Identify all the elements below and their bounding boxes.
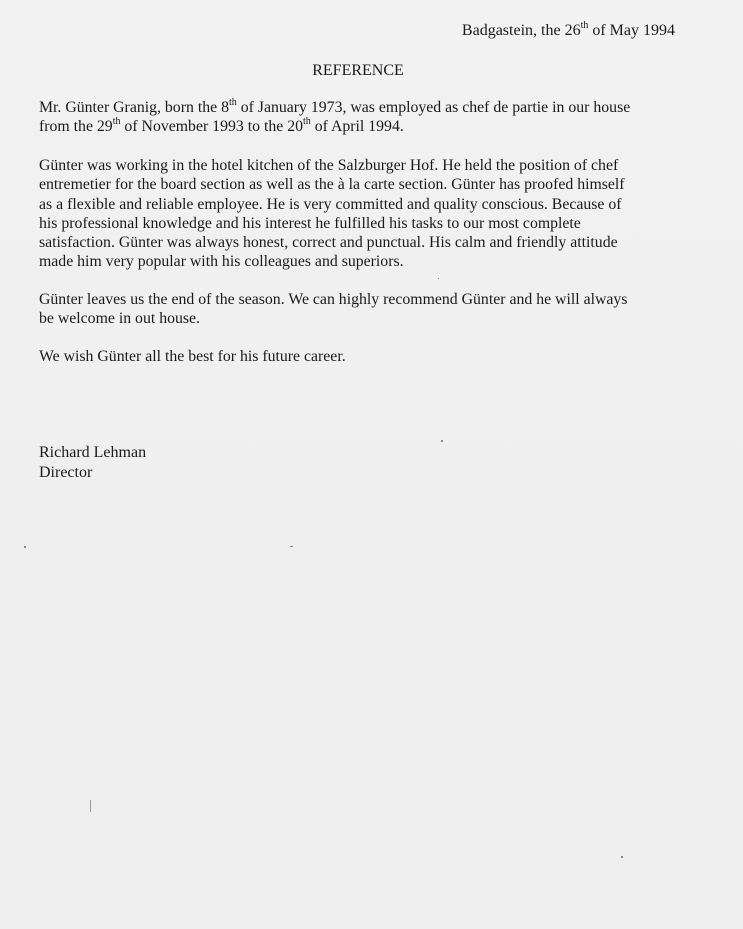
signatory-name: Richard Lehman bbox=[39, 444, 147, 461]
scan-speck bbox=[441, 440, 443, 442]
paragraph-duties bbox=[39, 156, 679, 272]
date-place: Badgastein, the 26 bbox=[461, 22, 581, 39]
paragraph-line: Günter was working in the hotel kitchen of the Salzburger Hof. He held the position of chef bbox=[39, 157, 619, 174]
date-rest: of May 1994 bbox=[588, 22, 675, 39]
paragraph-recommendation bbox=[39, 290, 679, 329]
signature-block bbox=[39, 443, 146, 482]
paragraph-line: be welcome in out house. bbox=[39, 310, 201, 328]
date-line bbox=[462, 21, 675, 41]
scan-speck bbox=[438, 278, 439, 279]
text-segment: Mr. Günter Granig, born the 8 bbox=[39, 99, 229, 116]
scan-speck bbox=[290, 546, 293, 547]
scan-speck bbox=[24, 546, 26, 548]
paragraph-line bbox=[39, 117, 679, 136]
paragraph-employment bbox=[39, 98, 679, 137]
paragraph-line: made him very popular with his colleagues and superiors. bbox=[39, 253, 404, 271]
text-segment: of November 1993 to the 20 bbox=[120, 118, 303, 136]
paragraph-line: his professional knowledge and his interest he fulfilled his tasks to our most complete bbox=[39, 214, 581, 232]
text-segment: of April 1994. bbox=[310, 118, 404, 136]
scan-speck bbox=[621, 856, 623, 858]
paragraph-line: We wish Günter all the best for his future career. bbox=[39, 348, 346, 365]
ordinal-suffix: th bbox=[303, 116, 311, 128]
paragraph-closing bbox=[39, 347, 679, 366]
paragraph-line: satisfaction. Günter was always honest, correct and punctual. His calm and friendly attitude bbox=[39, 234, 618, 252]
paragraph-line: as a flexible and reliable employee. He is very committed and quality conscious. Because of bbox=[39, 195, 622, 213]
signatory-role: Director bbox=[39, 463, 93, 481]
paragraph-line bbox=[39, 98, 679, 117]
paragraph-line: Günter leaves us the end of the season. We can highly recommend Günter and he will always bbox=[39, 291, 628, 308]
date-suffix: th bbox=[580, 19, 589, 31]
text-segment: of January 1973, was employed as chef de partie in our house bbox=[236, 99, 631, 116]
ordinal-suffix: th bbox=[112, 116, 121, 128]
text-segment: from the 29 bbox=[39, 118, 113, 136]
letter-title: REFERENCE bbox=[312, 62, 404, 79]
scan-speck bbox=[90, 800, 91, 812]
paragraph-line: entremetier for the board section as well as the à la carte section. Günter has proofed himself bbox=[39, 176, 625, 194]
ordinal-suffix: th bbox=[228, 96, 237, 108]
